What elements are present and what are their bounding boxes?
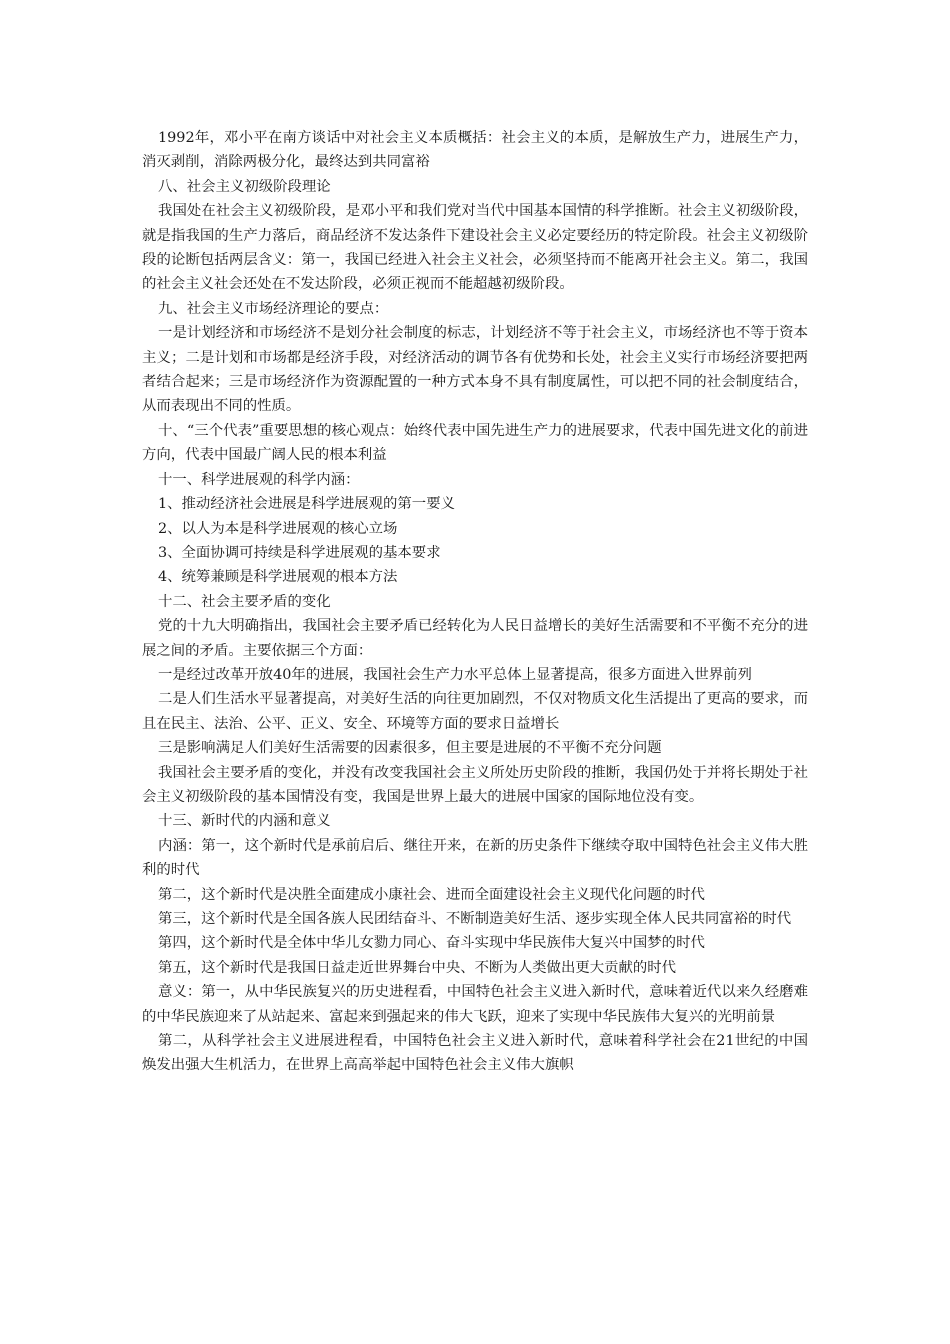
heading-main-contradiction: 十二、社会主要矛盾的变化: [158, 593, 331, 610]
paragraph-new-era-significance-2: 第二，从科学社会主义进展进程看，中国特色社会主义进入新时代，意味着科学社会在21世纪的中国焕发出强大生机活力，在世界上高高举起中国特色社会主义伟大旗帜: [142, 1033, 808, 1074]
list-item-outlook-1: 1、推动经济社会进展是科学进展观的第一要义: [158, 496, 455, 513]
paragraph-socialism-essence: 1992年，邓小平在南方谈话中对社会主义本质概括：社会主义的本质，是解放生产力，进展生产力，消灭剥削，消除两极分化，最终达到共同富裕: [142, 130, 808, 171]
paragraph-new-era-connotation-2: 第二，这个新时代是决胜全面建成小康社会、进而全面建设社会主义现代化问题的时代: [158, 886, 705, 903]
document-body: [142, 126, 808, 1078]
paragraph-new-era-connotation-1: 内涵：第一，这个新时代是承前启后、继往开来，在新的历史条件下继续夺取中国特色社会主义伟大胜利的时代: [142, 837, 808, 879]
paragraph-market-economy: 一是计划经济和市场经济不是划分社会制度的标志，计划经济不等于社会主义，市场经济也不等于资本主义；二是计划和市场都是经济手段，对经济活动的调节各有优势和长处，社会主义实行市场经济要把两者结合起来；三是市场经济作为资源配置的一种方式本身不具有制度属性，可以把不同的社会制度结合，从而表现出不同的性质。: [142, 325, 808, 415]
paragraph-new-era-connotation-3: 第三，这个新时代是全国各族人民团结奋斗、不断制造美好生活、逐步实现全体人民共同富裕的时代: [158, 911, 792, 927]
heading-scientific-outlook: 十一、科学进展观的科学内涵：: [158, 471, 360, 488]
paragraph-new-era-connotation-5: 第五，这个新时代是我国日益走近世界舞台中央、不断为人类做出更大贡献的时代: [158, 959, 677, 976]
paragraph-new-era-significance-1: 意义：第一，从中华民族复兴的历史进程看，中国特色社会主义进入新时代，意味着近代以来久经磨难的中华民族迎来了从站起来、富起来到强起来的伟大飞跃，迎来了实现中华民族伟大复兴的光明前景: [142, 984, 808, 1025]
paragraph-contradiction-conclusion: 我国社会主要矛盾的变化，并没有改变我国社会主义所处历史阶段的推断，我国仍处于并将长期处于社会主义初级阶段的基本国情没有变，我国是世界上最大的进展中国家的国际地位没有变。: [142, 764, 808, 805]
paragraph-new-era-connotation-4: 第四，这个新时代是全体中华儿女勠力同心、奋斗实现中华民族伟大复兴中国梦的时代: [158, 935, 705, 952]
list-item-outlook-2: 2、以人为本是科学进展观的核心立场: [158, 520, 398, 537]
paragraph-contradiction-basis-2: 二是人们生活水平显著提高，对美好生活的向往更加剧烈，不仅对物质文化生活提出了更高的要求，而且在民主、法治、公平、正义、安全、环境等方面的要求日益增长: [142, 691, 808, 732]
paragraph-primary-stage: 我国处在社会主义初级阶段，是邓小平和我们党对当代中国基本国情的科学推断。社会主义初级阶段，就是指我国的生产力落后，商品经济不发达条件下建设社会主义必定要经历的特定阶段。社会主义初级阶段的论断包括两层含义：第一，我国已经进入社会主义社会，必须坚持而不能离开社会主义。第二，我国的社会主义社会还处在不发达阶段，必须正视而不能超越初级阶段。: [142, 203, 808, 293]
paragraph-contradiction-basis-1: 一是经过改革开放40年的进展，我国社会生产力水平总体上显著提高，很多方面进入世界前列: [158, 666, 752, 683]
paragraph-contradiction-intro: 党的十九大明确指出，我国社会主要矛盾已经转化为人民日益增长的美好生活需要和不平衡不充分的进展之间的矛盾。主要依据三个方面：: [142, 618, 808, 659]
list-item-outlook-3: 3、全面协调可持续是科学进展观的基本要求: [158, 544, 441, 561]
heading-market-economy: 九、社会主义市场经济理论的要点：: [158, 300, 389, 317]
paragraph-three-represents: 十、“三个代表”重要思想的核心观点：始终代表中国先进生产力的进展要求，代表中国先进文化的前进方向，代表中国最广阔人民的根本利益: [142, 422, 808, 464]
heading-new-era: 十三、新时代的内涵和意义: [158, 813, 331, 830]
list-item-outlook-4: 4、统筹兼顾是科学进展观的根本方法: [158, 569, 398, 586]
heading-primary-stage: 八、社会主义初级阶段理论: [158, 178, 331, 195]
paragraph-contradiction-basis-3: 三是影响满足人们美好生活需要的因素很多，但主要是进展的不平衡不充分问题: [158, 740, 662, 757]
